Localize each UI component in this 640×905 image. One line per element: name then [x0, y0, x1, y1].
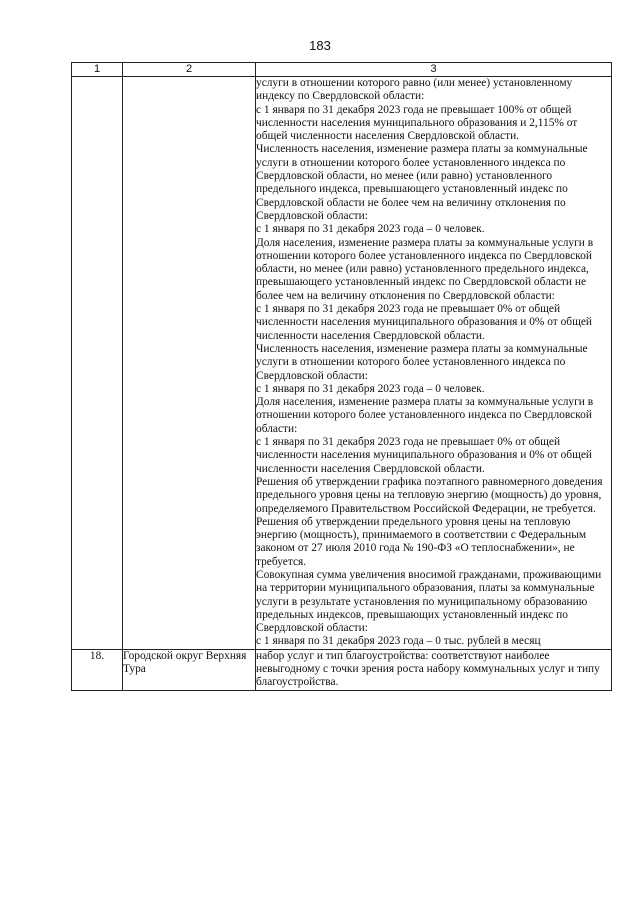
page-number: 183 [309, 38, 331, 53]
table-row [72, 77, 612, 650]
row-number-cell: 18. [72, 649, 123, 690]
table-row [72, 649, 612, 690]
row-number-cell [72, 77, 123, 650]
paragraph: Численность населения, изменение размера платы за коммунальные услуги в отношении которого более установленного индекса по Свердловской области: [256, 342, 588, 382]
paragraph: с 1 января по 31 декабря 2023 года – 0 человек. [256, 223, 485, 236]
paragraph: с 1 января по 31 декабря 2023 года не превышает 0% от общей численности населения муниципального образования и 0% от общей численности населения Свердловской области. [256, 303, 593, 342]
column-header-2: 2 [123, 63, 256, 77]
column-header-1: 1 [72, 63, 123, 77]
description-cell [256, 77, 612, 650]
municipality-cell: Городской округ Верхняя Тура [123, 649, 256, 690]
paragraph: с 1 января по 31 декабря 2023 года – 0 тыс. рублей в месяц [256, 635, 541, 648]
document-table [71, 62, 612, 691]
paragraph: Решения об утверждении предельного уровня цены на тепловую энергию (мощность), принимаемого в соответствии с Федеральным законом от 27 июля 2010 года № 190-ФЗ «О теплоснабжении», не требуется. [256, 515, 587, 568]
municipality-cell [123, 77, 256, 650]
paragraph: с 1 января по 31 декабря 2023 года – 0 человек. [256, 382, 485, 395]
column-header-3: 3 [256, 63, 612, 77]
paragraph: Совокупная сумма увеличения вносимой гражданами, проживающими на территории муниципального образования, платы за коммунальные услуги в результате установления по муниципальному образованию предельных индексов, превышающих установленный индекс по Свердловской области: [256, 568, 602, 635]
paragraph: Доля населения, изменение размера платы за коммунальные услуги в отношении которого более установленного индекса по Свердловской области: [256, 396, 594, 435]
paragraph: услуги в отношении которого равно (или менее) установленному индексу по Свердловской области: [256, 77, 573, 103]
table-header-row [72, 63, 612, 77]
paragraph: с 1 января по 31 декабря 2023 года не превышает 100% от общей численности населения муниципального образования и 2,115% от общей численности населения Свердловской области. [256, 103, 578, 143]
paragraph: с 1 января по 31 декабря 2023 года не превышает 0% от общей численности населения муниципального образования и 0% от общей численности населения Свердловской области. [256, 436, 593, 475]
description-cell [256, 649, 612, 690]
paragraph: Доля населения, изменение размера платы за коммунальные услуги в отношении которого более установленного индекса по Свердловской области, но менее (или равно) установленного предельного индекса, превышающего установленный индекс по Свердловской области не более чем на величину отклонения по Свердловской области: [256, 236, 594, 302]
paragraph: Решения об утверждении графика поэтапного равномерного доведения предельного уровня цены на тепловую энергию (мощность) до уровня, определяемого Правительством Российской Федерации, не требуется. [256, 475, 603, 515]
paragraph: набор услуг и тип благоустройства: соответствуют наиболее невыгодному с точки зрения роста набору коммунальных услуг и типу благоустройства. [256, 649, 600, 689]
paragraph: Численность населения, изменение размера платы за коммунальные услуги в отношении которого более установленного индекса по Свердловской области, но менее (или равно) установленного предельного индекса, превышающего установленный индекс по Свердловской области не более чем на величину отклонения по Свердловской области: [256, 143, 588, 222]
